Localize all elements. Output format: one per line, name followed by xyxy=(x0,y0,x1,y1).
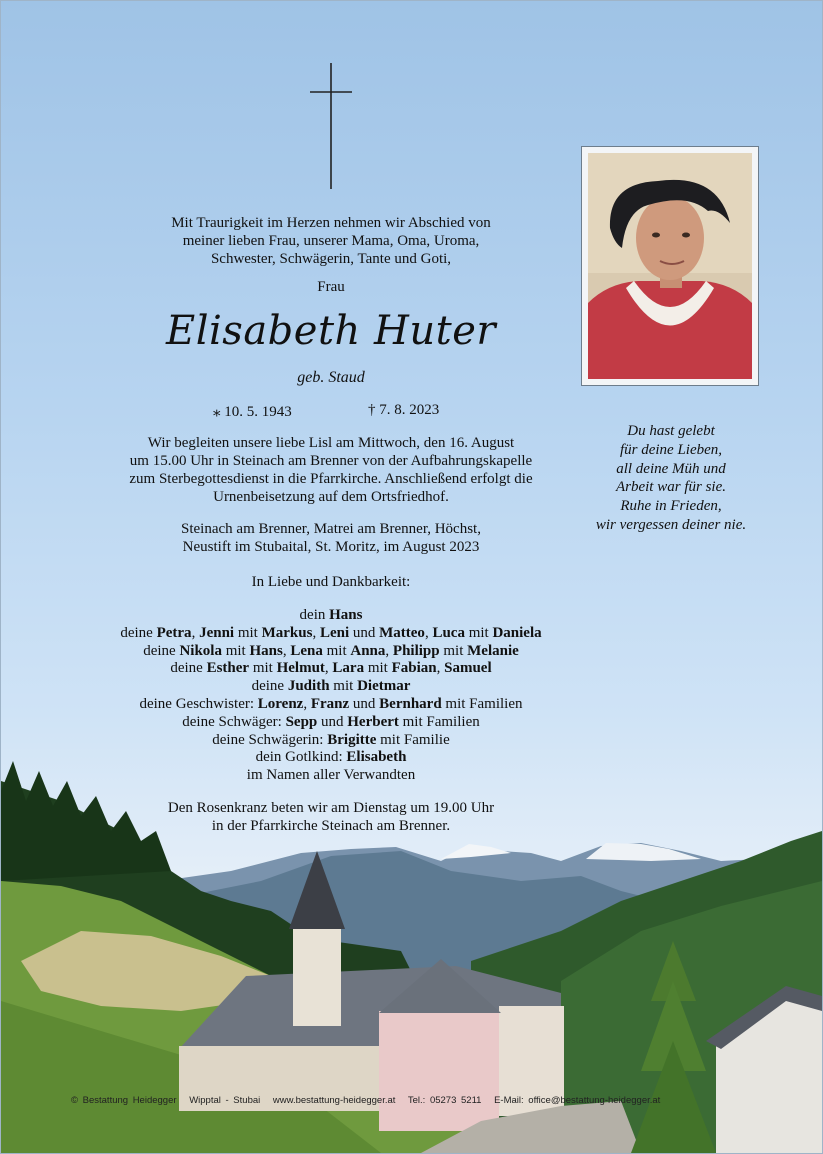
family-member-name: Petra xyxy=(156,624,192,641)
family-text: und xyxy=(349,695,380,712)
family-text: mit xyxy=(364,660,392,677)
family-member-name: Leni xyxy=(319,624,350,641)
family-member-name: Nikola xyxy=(179,642,222,659)
thanks-line: In Liebe und Dankbarkeit: xyxy=(251,574,411,590)
service-line: zum Sterbegottesdienst in die Pfarrkirche. Anschließend erfolgt die xyxy=(129,471,533,487)
family-line xyxy=(61,678,601,696)
family-member-name: Philipp xyxy=(392,642,440,659)
family-member-name: Luca xyxy=(432,624,465,641)
death-date: † 7. 8. 2023 xyxy=(368,402,440,418)
intro-line: meiner lieben Frau, unserer Mama, Oma, Uroma, xyxy=(182,233,480,249)
family-text: mit xyxy=(329,678,358,695)
family-text: und xyxy=(349,624,380,641)
family-text: deine xyxy=(120,624,157,641)
family-text: , xyxy=(436,660,445,677)
title-prefix: Frau xyxy=(317,279,345,295)
family-member-name: Melanie xyxy=(467,642,519,659)
footer-copyright: © Bestattung Heidegger xyxy=(71,1095,177,1106)
family-text: mit Familien xyxy=(441,695,523,712)
family-member-name: Anna xyxy=(350,642,386,659)
family-text: mit Familien xyxy=(398,713,480,730)
poem-line: für deine Lieben, xyxy=(619,441,723,458)
family-member-name: Sepp xyxy=(285,713,318,730)
family-text: , xyxy=(303,695,311,712)
family-text: mit xyxy=(439,642,468,659)
birth-name: geb. Staud xyxy=(297,369,365,386)
family-line xyxy=(61,714,601,732)
family-text: , xyxy=(191,624,200,641)
poem-line: wir vergessen deiner nie. xyxy=(595,516,747,533)
places-text xyxy=(61,520,601,556)
family-text: deine Schwägerin: xyxy=(212,731,328,748)
family-text: mit xyxy=(322,642,351,659)
family-text: mit xyxy=(234,624,262,641)
family-member-name: Daniela xyxy=(492,624,542,641)
family-text: , xyxy=(282,642,291,659)
family-member-name: Markus xyxy=(261,624,313,641)
family-member-name: Elisabeth xyxy=(346,749,407,766)
family-text: , xyxy=(385,642,393,659)
places-line: Neustift im Stubaital, St. Moritz, im August 2023 xyxy=(182,539,480,555)
footer-website[interactable]: www.bestattung-heidegger.at xyxy=(272,1095,396,1106)
family-member-name: Hans xyxy=(329,607,363,623)
family-member-name: Judith xyxy=(287,678,330,695)
birth-date: ⁎ 10. 5. 1943 xyxy=(213,404,292,420)
family-text: mit xyxy=(249,660,277,677)
family-text: mit Familie xyxy=(376,731,450,748)
family-member-name: Bernhard xyxy=(379,695,442,712)
rosary-line: Den Rosenkranz beten wir am Dienstag um 19.00 Uhr xyxy=(167,800,495,816)
rosary-line: in der Pfarrkirche Steinach am Brenner. xyxy=(211,818,451,834)
family-member-name: Lara xyxy=(332,660,365,677)
footer-email[interactable]: E-Mail: office@bestattung-heidegger.at xyxy=(494,1095,661,1106)
service-line: Urnenbeisetzung auf dem Ortsfriedhof. xyxy=(213,489,449,505)
family-text: mit xyxy=(221,642,250,659)
service-text xyxy=(61,434,601,506)
footer xyxy=(71,1095,771,1106)
family-member-name: Jenni xyxy=(199,624,235,641)
family-line xyxy=(61,625,601,643)
footer-region: Wipptal - Stubai xyxy=(189,1095,261,1106)
family-text: , xyxy=(312,624,320,641)
places-line: Steinach am Brenner, Matrei am Brenner, Höchst, xyxy=(181,521,481,537)
family-text: und xyxy=(317,713,348,730)
service-line: um 15.00 Uhr in Steinach am Brenner von der Aufbahrungskapelle xyxy=(129,453,533,469)
family-line xyxy=(61,767,601,785)
family-member-name: Samuel xyxy=(444,660,492,677)
family-member-name: Hans xyxy=(249,642,283,659)
poem-line: Du hast gelebt xyxy=(627,423,715,439)
family-list xyxy=(61,607,601,785)
family-line xyxy=(61,643,601,661)
family-member-name: Helmut xyxy=(276,660,325,677)
portrait-photo xyxy=(588,153,752,379)
portrait-frame xyxy=(581,146,759,386)
family-line xyxy=(61,749,601,767)
family-line xyxy=(61,607,601,625)
family-member-name: Dietmar xyxy=(357,678,411,695)
family-text: im Namen aller Verwandten xyxy=(246,767,416,784)
deceased-name: Elisabeth Huter xyxy=(166,308,496,354)
poem-line: all deine Müh und xyxy=(616,460,726,477)
family-member-name: Matteo xyxy=(379,624,425,641)
footer-phone: Tel.: 05273 5211 xyxy=(407,1095,482,1106)
family-text: deine xyxy=(143,642,180,659)
family-member-name: Brigitte xyxy=(327,731,377,748)
family-member-name: Herbert xyxy=(347,713,399,730)
family-text: deine xyxy=(251,678,288,695)
poem-line: Arbeit war für sie. xyxy=(615,479,726,496)
family-line xyxy=(61,660,601,678)
intro-line: Mit Traurigkeit im Herzen nehmen wir Abschied von xyxy=(171,215,491,231)
service-line: Wir begleiten unsere liebe Lisl am Mittwoch, den 16. August xyxy=(147,435,515,451)
family-text: deine Schwäger: xyxy=(182,713,286,730)
family-member-name: Fabian xyxy=(391,660,437,677)
family-line xyxy=(61,732,601,750)
intro-text xyxy=(61,214,601,268)
intro-line: Schwester, Schwägerin, Tante und Goti, xyxy=(210,251,452,267)
family-text: , xyxy=(324,660,333,677)
poem-line: Ruhe in Frieden, xyxy=(620,498,722,515)
family-member-name: Esther xyxy=(206,660,250,677)
family-text: deine Geschwister: xyxy=(139,695,258,712)
family-text: dein Gotlkind: xyxy=(255,749,347,766)
poem xyxy=(586,422,756,535)
family-member-name: Lorenz xyxy=(257,695,304,712)
family-text: dein xyxy=(299,607,330,623)
family-member-name: Franz xyxy=(310,695,350,712)
family-text: mit xyxy=(464,624,493,641)
cross-icon xyxy=(306,61,356,191)
rosary-text xyxy=(61,799,601,835)
family-text: deine xyxy=(170,660,207,677)
family-member-name: Lena xyxy=(290,642,323,659)
family-line xyxy=(61,696,601,714)
family-text: , xyxy=(424,624,433,641)
